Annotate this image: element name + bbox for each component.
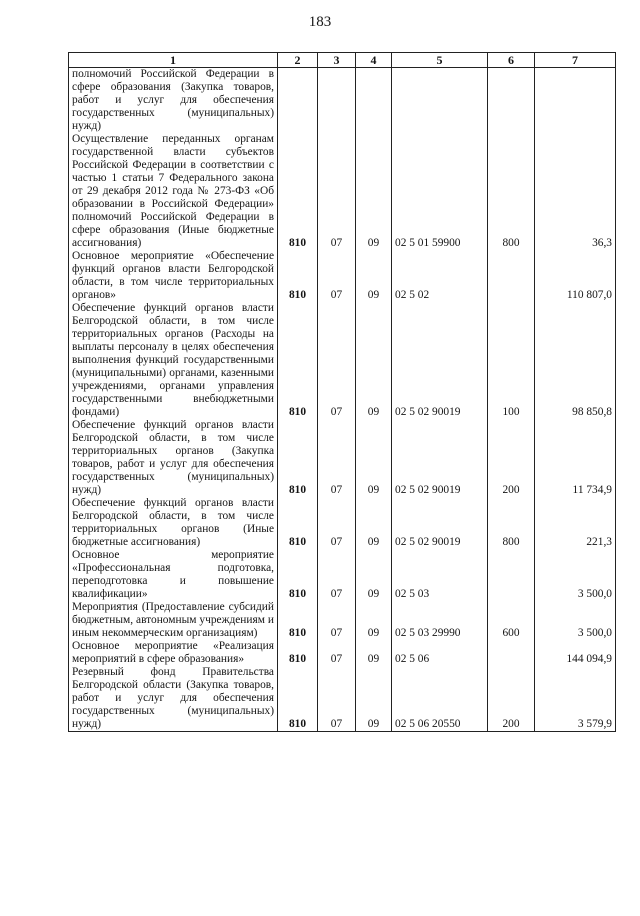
row-name: Осуществление переданных органам государственной власти субъектов Российской Федерации в соответствии с частью 1 статьи 7 Федерального закона от 29 декабря 2012 года № 273-ФЗ «Об образовании в Российской Федерации» полномочий Российской Федерации в сфере образования (Иные бюджетные ассигнования)	[69, 133, 278, 250]
row-subsection: 09	[356, 497, 392, 549]
row-name: Основное мероприятие «Обеспечение функций органов власти Белгородской области, в том числе территориальных органов»	[69, 250, 278, 302]
budget-table	[68, 52, 616, 732]
row-amount: 221,3	[535, 497, 616, 549]
row-name: Обеспечение функций органов власти Белгородской области, в том числе территориальных органов (Закупка товаров, работ и услуг для обеспечения государственных (муниципальных) нужд)	[69, 419, 278, 497]
row-target: 02 5 02 90019	[392, 302, 488, 419]
row-target: 02 5 02 90019	[392, 419, 488, 497]
row-target: 02 5 01 59900	[392, 133, 488, 250]
row-type: 800	[488, 497, 535, 549]
row-amount	[535, 68, 616, 134]
row-type	[488, 250, 535, 302]
row-section: 07	[318, 133, 356, 250]
row-amount: 110 807,0	[535, 250, 616, 302]
row-type	[488, 640, 535, 666]
table-body	[69, 68, 616, 732]
row-amount: 3 579,9	[535, 666, 616, 732]
row-target: 02 5 02	[392, 250, 488, 302]
row-type: 200	[488, 419, 535, 497]
row-section: 07	[318, 640, 356, 666]
header-col-subsection: 4	[356, 53, 392, 68]
table-row	[69, 666, 616, 732]
row-subsection	[356, 68, 392, 134]
row-amount: 3 500,0	[535, 601, 616, 640]
row-section: 07	[318, 549, 356, 601]
table-row	[69, 640, 616, 666]
table-row	[69, 133, 616, 250]
row-section: 07	[318, 601, 356, 640]
row-target: 02 5 03 29990	[392, 601, 488, 640]
row-section: 07	[318, 250, 356, 302]
row-target: 02 5 06	[392, 640, 488, 666]
row-amount: 144 094,9	[535, 640, 616, 666]
row-target: 02 5 06 20550	[392, 666, 488, 732]
row-subsection: 09	[356, 250, 392, 302]
table-header	[69, 53, 616, 68]
row-amount: 3 500,0	[535, 549, 616, 601]
row-subsection: 09	[356, 666, 392, 732]
row-amount: 11 734,9	[535, 419, 616, 497]
row-name: Мероприятия (Предоставление субсидий бюджетным, автономным учреждениям и иным некоммерческим организациям)	[69, 601, 278, 640]
table-row	[69, 250, 616, 302]
table-row	[69, 601, 616, 640]
row-name: Резервный фонд Правительства Белгородской области (Закупка товаров, работ и услуг для обеспечения государственных (муниципальных) нужд)	[69, 666, 278, 732]
row-amount: 36,3	[535, 133, 616, 250]
row-name: Основное мероприятие «Профессиональная подготовка, переподготовка и повышение квалификации»	[69, 549, 278, 601]
row-subsection: 09	[356, 302, 392, 419]
row-target: 02 5 02 90019	[392, 497, 488, 549]
row-subsection: 09	[356, 133, 392, 250]
row-name: Основное мероприятие «Реализация мероприятий в сфере образования»	[69, 640, 278, 666]
header-col-section: 3	[318, 53, 356, 68]
row-admin: 810	[278, 497, 318, 549]
row-section: 07	[318, 419, 356, 497]
header-col-admin: 2	[278, 53, 318, 68]
header-col-target: 5	[392, 53, 488, 68]
row-section: 07	[318, 497, 356, 549]
row-type: 800	[488, 133, 535, 250]
row-amount: 98 850,8	[535, 302, 616, 419]
row-section	[318, 68, 356, 134]
row-admin: 810	[278, 302, 318, 419]
row-type	[488, 68, 535, 134]
row-subsection: 09	[356, 419, 392, 497]
row-admin: 810	[278, 549, 318, 601]
row-type	[488, 549, 535, 601]
row-admin: 810	[278, 133, 318, 250]
row-type: 600	[488, 601, 535, 640]
row-target	[392, 68, 488, 134]
row-section: 07	[318, 302, 356, 419]
row-target: 02 5 03	[392, 549, 488, 601]
header-col-type: 6	[488, 53, 535, 68]
row-admin	[278, 68, 318, 134]
table-row	[69, 302, 616, 419]
row-admin: 810	[278, 601, 318, 640]
row-type: 200	[488, 666, 535, 732]
header-row	[69, 53, 616, 68]
row-admin: 810	[278, 640, 318, 666]
row-admin: 810	[278, 666, 318, 732]
page-number: 183	[308, 14, 332, 30]
row-name: Обеспечение функций органов власти Белгородской области, в том числе территориальных органов (Иные бюджетные ассигнования)	[69, 497, 278, 549]
table-row	[69, 549, 616, 601]
row-subsection: 09	[356, 640, 392, 666]
row-type: 100	[488, 302, 535, 419]
row-section: 07	[318, 666, 356, 732]
header-col-amount: 7	[535, 53, 616, 68]
table-row	[69, 419, 616, 497]
row-subsection: 09	[356, 549, 392, 601]
header-col-name: 1	[69, 53, 278, 68]
row-admin: 810	[278, 419, 318, 497]
row-admin: 810	[278, 250, 318, 302]
row-subsection: 09	[356, 601, 392, 640]
row-name: полномочий Российской Федерации в сфере образования (Закупка товаров, работ и услуг для обеспечения государственных (муниципальных) нужд)	[69, 68, 278, 134]
table-row	[69, 497, 616, 549]
table-row	[69, 68, 616, 134]
row-name: Обеспечение функций органов власти Белгородской области, в том числе территориальных органов (Расходы на выплаты персоналу в целях обеспечения выполнения функций государственными (муниципальными) органами, казенными учреждениями, органами управления государственными внебюджетными фондами)	[69, 302, 278, 419]
